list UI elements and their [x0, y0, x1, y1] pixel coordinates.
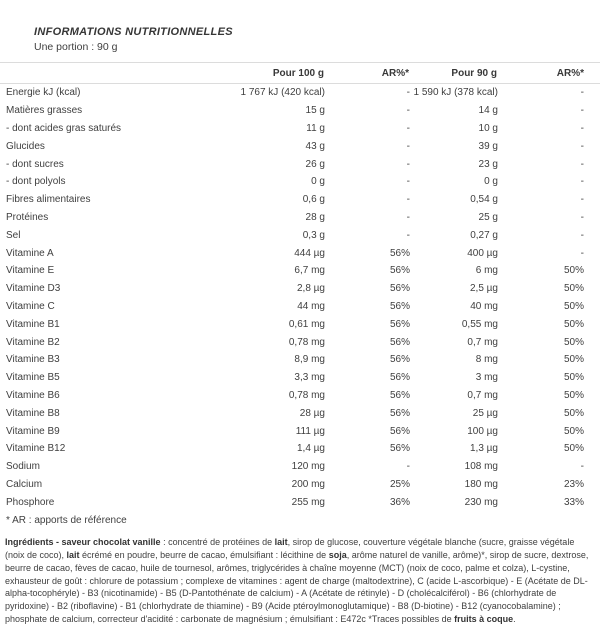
value-cell: -	[580, 140, 584, 152]
value-cell: 1 767 kJ (420 kcal)	[240, 87, 325, 99]
value-cell: 255 mg	[291, 496, 325, 508]
header-row	[0, 63, 600, 84]
nutrition-table-header	[0, 63, 600, 84]
value-cell: 33%	[563, 496, 584, 508]
value-cell: -	[406, 461, 410, 473]
value-cell: 56%	[389, 389, 410, 401]
row-label: Sel	[6, 229, 21, 241]
value-cell: 6 mg	[475, 265, 498, 277]
value-cell: -	[580, 461, 584, 473]
table-row	[0, 333, 600, 351]
value-cell: 50%	[563, 443, 584, 455]
ingredients-bold-segment: fruits à coque	[454, 613, 514, 624]
value-cell: 43 g	[305, 140, 325, 152]
table-row	[0, 84, 600, 102]
value-cell: 3 mg	[475, 372, 498, 384]
table-row	[0, 262, 600, 280]
value-cell: 50%	[563, 336, 584, 348]
value-cell: -	[580, 122, 584, 134]
table-row	[0, 120, 600, 138]
ingredients-bold-segment: lait	[274, 537, 288, 548]
value-cell: 111 µg	[295, 425, 325, 437]
row-label: Matières grasses	[6, 105, 83, 117]
value-cell: 50%	[563, 283, 584, 295]
header-per-100g: Pour 100 g	[190, 63, 325, 84]
value-cell: 2,5 µg	[469, 283, 498, 295]
row-label: Fibres alimentaires	[6, 194, 91, 206]
table-row	[0, 244, 600, 262]
value-cell: 120 mg	[291, 461, 325, 473]
table-row	[0, 422, 600, 440]
value-cell: -	[406, 105, 410, 117]
table-row	[0, 493, 600, 511]
row-label: Glucides	[6, 140, 45, 152]
value-cell: 400 µg	[467, 247, 498, 259]
value-cell: -	[580, 247, 584, 259]
table-row	[0, 280, 600, 298]
page-title: INFORMATIONS NUTRITIONNELLES	[34, 26, 233, 38]
row-label: Vitamine B3	[6, 354, 60, 366]
row-label: Phosphore	[6, 496, 55, 508]
value-cell: 180 mg	[464, 478, 498, 490]
value-cell: 50%	[563, 407, 584, 419]
value-cell: 8,9 mg	[294, 354, 325, 366]
value-cell: 444 µg	[294, 247, 325, 259]
value-cell: 0,6 g	[302, 194, 325, 206]
row-label: - dont sucres	[6, 158, 64, 170]
row-label: Energie kJ (kcal)	[6, 87, 81, 99]
table-row	[0, 369, 600, 387]
value-cell: 26 g	[305, 158, 325, 170]
row-label: Vitamine C	[6, 300, 55, 312]
row-label: - dont acides gras saturés	[6, 122, 122, 134]
value-cell: 0 g	[311, 176, 325, 188]
value-cell: -	[406, 194, 410, 206]
row-label: Sodium	[6, 461, 40, 473]
table-row	[0, 404, 600, 422]
table-row	[0, 298, 600, 316]
row-label: Vitamine E	[6, 265, 55, 277]
value-cell: 0,61 mg	[288, 318, 325, 330]
value-cell: 3,3 mg	[294, 372, 325, 384]
table-row	[0, 137, 600, 155]
value-cell: 56%	[389, 336, 410, 348]
ingredients-segment: , sirop de glucose, couverture végétale blanche (sucre, graisse végétale (noix de coco),	[5, 537, 575, 560]
value-cell: 40 mg	[470, 300, 498, 312]
value-cell: 1,4 µg	[296, 443, 325, 455]
value-cell: -	[580, 87, 584, 99]
value-cell: 25 µg	[472, 407, 498, 419]
table-row	[0, 351, 600, 369]
header-ar-percent-90g: AR%*	[498, 63, 600, 84]
value-cell: 200 mg	[291, 478, 325, 490]
table-row	[0, 476, 600, 494]
value-cell: 56%	[389, 354, 410, 366]
value-cell: 0,78 mg	[288, 389, 325, 401]
ingredients-bold-segment: soja	[328, 549, 347, 560]
value-cell: 50%	[563, 265, 584, 277]
value-cell: -	[406, 176, 410, 188]
nutrition-facts-page	[0, 26, 600, 626]
nutrition-table	[0, 62, 600, 511]
value-cell: 0,27 g	[470, 229, 498, 241]
row-label: Vitamine B5	[6, 372, 60, 384]
ingredients-bold-segment: Ingrédients - saveur chocolat vanille	[5, 537, 161, 548]
value-cell: 56%	[389, 443, 410, 455]
ingredients-bold-segment: lait	[66, 549, 80, 560]
value-cell: 39 g	[478, 140, 498, 152]
table-row	[0, 173, 600, 191]
value-cell: -	[580, 105, 584, 117]
value-cell: 0 g	[484, 176, 498, 188]
value-cell: -	[580, 211, 584, 223]
value-cell: 56%	[389, 283, 410, 295]
table-row	[0, 155, 600, 173]
value-cell: 50%	[563, 389, 584, 401]
row-label: Vitamine A	[6, 247, 54, 259]
value-cell: -	[406, 211, 410, 223]
header-per-90g: Pour 90 g	[410, 63, 498, 84]
value-cell: 230 mg	[464, 496, 498, 508]
value-cell: -	[580, 158, 584, 170]
table-row	[0, 191, 600, 209]
value-cell: 44 mg	[297, 300, 325, 312]
table-row	[0, 226, 600, 244]
value-cell: -	[580, 176, 584, 188]
value-cell: 56%	[389, 265, 410, 277]
value-cell: 56%	[389, 372, 410, 384]
value-cell: 1 590 kJ (378 kcal)	[413, 87, 498, 99]
value-cell: 0,3 g	[302, 229, 325, 241]
value-cell: 56%	[389, 425, 410, 437]
value-cell: 56%	[389, 247, 410, 259]
value-cell: 50%	[563, 318, 584, 330]
value-cell: 56%	[389, 300, 410, 312]
value-cell: 15 g	[305, 105, 325, 117]
ingredients-text	[5, 536, 595, 626]
row-label: Vitamine B6	[6, 389, 60, 401]
value-cell: 50%	[563, 354, 584, 366]
value-cell: 23 g	[478, 158, 498, 170]
table-row	[0, 387, 600, 405]
row-label: Protéines	[6, 211, 49, 223]
row-label: Vitamine B2	[6, 336, 60, 348]
value-cell: 0,54 g	[470, 194, 498, 206]
table-row	[0, 102, 600, 120]
value-cell: 6,7 mg	[294, 265, 325, 277]
row-label: Vitamine B1	[6, 318, 60, 330]
value-cell: 2,8 µg	[296, 283, 325, 295]
table-row	[0, 440, 600, 458]
value-cell: 23%	[563, 478, 584, 490]
row-label: Vitamine D3	[6, 283, 61, 295]
table-row	[0, 209, 600, 227]
value-cell: 0,7 mg	[467, 389, 498, 401]
value-cell: 11 g	[306, 122, 325, 134]
value-cell: -	[406, 229, 410, 241]
header-ar-percent-100g: AR%*	[325, 63, 410, 84]
value-cell: 1,3 µg	[469, 443, 498, 455]
value-cell: -	[580, 229, 584, 241]
value-cell: 8 mg	[475, 354, 498, 366]
value-cell: -	[580, 194, 584, 206]
value-cell: 14 g	[478, 105, 498, 117]
ingredients-segment: , arôme naturel de vanille, arôme)*, sirop de sucre, dextrose, beurre de cacao, fèves de cacao, huile de tournesol, arômes, triglycérides à chaîne moyenne (MCT) (noix de coco, palme et colza), L-cystine, exhausteur de goût : chlorure de potassium ; complexe de vitamines : agent de charge (maltodextrine), C (acide L-ascorbique) - E (Acétate de DL-alpha-tocophéryle) - B3 (nicotinamide) - B5 (D-Pantothénate de calcium) - A (Acétate de rétinyle) - D (cholécalciférol) - B6 (chlorhydrate de pyridoxine) - B2 (riboflavine) - B1 (chlorhydrate de thiamine) - B9 (Acide ptéroylmonoglutamique) - B8 (D-biotine) - B12 (cyanocobalamine) ; phosphate de calcium, correcteur d'acidité : carbonate de magnésium ; émulsifiant : E472c *Traces possibles de	[5, 549, 589, 624]
nutrition-table-body	[0, 84, 600, 512]
value-cell: 56%	[389, 407, 410, 419]
row-label: Vitamine B12	[6, 443, 66, 455]
table-row	[0, 315, 600, 333]
value-cell: 28 g	[305, 211, 325, 223]
value-cell: 100 µg	[467, 425, 498, 437]
value-cell: 25 g	[478, 211, 498, 223]
ar-footnote: * AR : apports de référence	[6, 515, 127, 527]
value-cell: 36%	[389, 496, 410, 508]
value-cell: 56%	[389, 318, 410, 330]
value-cell: 10 g	[478, 122, 498, 134]
portion-size-label: Une portion : 90 g	[34, 41, 118, 53]
value-cell: 0,78 mg	[288, 336, 325, 348]
value-cell: 28 µg	[299, 407, 325, 419]
row-label: - dont polyols	[6, 176, 66, 188]
value-cell: 25%	[389, 478, 410, 490]
ingredients-segment: : concentré de protéines de	[160, 537, 275, 548]
ingredients-segment: écrémé en poudre, beurre de cacao, émulsifiant : lécithine de	[79, 549, 329, 560]
row-label: Calcium	[6, 478, 43, 490]
value-cell: 0,7 mg	[467, 336, 498, 348]
value-cell: 50%	[563, 425, 584, 437]
value-cell: 50%	[563, 372, 584, 384]
header-empty-cell	[0, 63, 190, 84]
value-cell: -	[406, 158, 410, 170]
value-cell: 0,55 mg	[461, 318, 498, 330]
table-row	[0, 458, 600, 476]
row-label: Vitamine B9	[6, 425, 60, 437]
value-cell: -	[406, 87, 410, 99]
value-cell: -	[406, 140, 410, 152]
value-cell: 50%	[563, 300, 584, 312]
ingredients-segment: .	[513, 613, 516, 624]
value-cell: 108 mg	[464, 461, 498, 473]
row-label: Vitamine B8	[6, 407, 60, 419]
value-cell: -	[406, 122, 410, 134]
